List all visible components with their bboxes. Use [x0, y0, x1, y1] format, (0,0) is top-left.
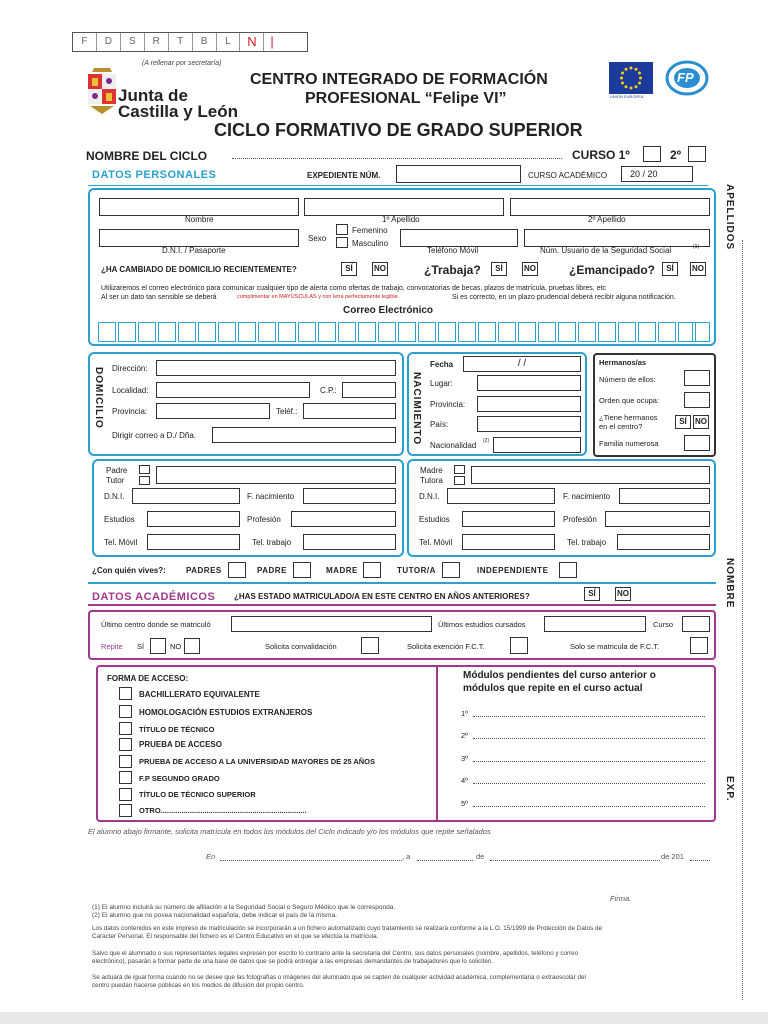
lugar-firma-field[interactable]	[220, 860, 402, 861]
en-label: En	[206, 852, 216, 861]
modulo-5-field[interactable]	[473, 806, 705, 807]
expediente-field[interactable]	[396, 165, 521, 183]
ultimo-centro-label: Último centro donde se matriculó	[101, 620, 211, 629]
side-apellidos-label: APELLIDOS	[724, 184, 735, 251]
eu-flag-icon	[609, 62, 653, 94]
q-domicilio-label: ¿HA CAMBIADO DE DOMICILIO RECIENTEMENTE?	[101, 265, 297, 274]
direccion-field[interactable]	[156, 360, 396, 376]
modulo-4-field[interactable]	[473, 783, 705, 784]
fecha-field[interactable]: / /	[463, 356, 581, 372]
code-box[interactable]: R	[145, 33, 169, 51]
vives-independiente-checkbox[interactable]	[559, 562, 577, 578]
madre-dni-label: D.N.I.	[419, 492, 440, 501]
curso-1-checkbox[interactable]	[643, 146, 661, 162]
madre-checkbox[interactable]	[454, 465, 465, 474]
page-title: CICLO FORMATIVO DE GRADO SUPERIOR	[214, 120, 583, 140]
masculino-checkbox[interactable]	[336, 237, 348, 248]
section-datos-personales: DATOS PERSONALES	[92, 169, 217, 181]
modulo-4-label: 4º	[461, 776, 468, 785]
org-name-line1: Junta de	[118, 86, 188, 105]
nombre-field[interactable]	[99, 198, 299, 216]
apellido1-label: 1º Apellido	[382, 215, 420, 224]
dni-label: D.N.I. / Pasaporte	[162, 246, 226, 255]
email-info-line2c: Si es correcto, en un plazo prudencial deberá recibir alguna notificación.	[452, 294, 676, 301]
matriculado-no[interactable]: NO	[615, 587, 631, 601]
curso-2-label: 2º	[670, 148, 682, 162]
modulo-2-field[interactable]	[473, 738, 705, 739]
provincia-field[interactable]	[156, 403, 270, 419]
nac-provincia-label: Provincia:	[430, 400, 466, 409]
code-box[interactable]: T	[169, 33, 193, 51]
trabaja-no[interactable]: NO	[522, 262, 538, 276]
vives-independiente-label: INDEPENDIENTE	[477, 566, 549, 575]
curso-2-checkbox[interactable]	[688, 146, 706, 162]
acceso-option-7-label: OTRO......................................................................	[139, 806, 307, 815]
correo-label: Correo Electrónico	[343, 305, 434, 316]
correo-field[interactable]	[98, 322, 710, 342]
center-name-line2: PROFESIONAL “Felipe VI”	[305, 90, 507, 107]
padre-trabajo-label: Tel. trabajo	[252, 538, 292, 547]
modulos-title-line1: Módulos pendientes del curso anterior o	[463, 670, 656, 681]
code-boxes	[72, 32, 308, 52]
tutora-label: Tutora	[420, 476, 443, 485]
lugar-field[interactable]	[477, 375, 581, 391]
padre-profesion-field[interactable]	[291, 511, 396, 527]
padre-dni-field[interactable]	[132, 488, 240, 504]
femenino-label: Femenino	[352, 226, 388, 235]
madre-label: Madre	[420, 466, 443, 475]
emancipado-no[interactable]: NO	[690, 262, 706, 276]
padre-profesion-label: Profesión	[247, 515, 281, 524]
modulo-2-label: 2º	[461, 731, 468, 740]
localidad-label: Localidad:	[112, 386, 149, 395]
hermanos-orden-field[interactable]	[684, 392, 710, 408]
modulo-3-field[interactable]	[473, 761, 705, 762]
modulo-3-label: 3º	[461, 754, 468, 763]
acceso-option-4-label: PRUEBA DE ACCESO A LA UNIVERSIDAD MAYORES DE 25 AÑOS	[139, 757, 376, 766]
cp-field[interactable]	[342, 382, 396, 398]
nacionalidad-field[interactable]	[493, 437, 581, 453]
note-1: (1) El alumno incluirá su número de afiliación a la Seguridad Social o Seguro Médico que le corresponda.	[92, 904, 396, 911]
matriculado-si[interactable]: SÍ	[584, 587, 600, 601]
nombre-ciclo-label: NOMBRE DEL CICLO	[86, 149, 208, 163]
vives-tutor-label: TUTOR/A	[397, 566, 436, 575]
domicilio-no[interactable]: NO	[372, 262, 388, 276]
num-ss-field[interactable]	[524, 229, 710, 247]
dirigir-label: Dirigir correo a D./ Dña.	[112, 431, 197, 440]
padre-trabajo-field[interactable]	[303, 534, 396, 550]
telefono-movil-label: Teléfono Móvil	[427, 246, 479, 255]
eu-label: UNIÓN EUROPEA	[610, 94, 644, 99]
modulos-title-line2: módulos que repite en el curso actual	[463, 683, 643, 694]
side-nombre-label: NOMBRE	[724, 558, 735, 609]
bottom-strip	[0, 1012, 768, 1024]
acceso-option-6-checkbox[interactable]	[119, 788, 132, 801]
acceso-option-5-label: F.P SEGUNDO GRADO	[139, 774, 220, 783]
madre-nombre-field[interactable]	[471, 466, 710, 484]
expediente-label: EXPEDIENTE NÚM.	[307, 171, 381, 180]
tutor-label: Tutor	[106, 476, 125, 485]
madre-movil-label: Tel. Móvil	[419, 538, 453, 547]
mes-field[interactable]	[490, 860, 660, 861]
dirigir-field[interactable]	[212, 427, 396, 443]
nac-provincia-field[interactable]	[477, 396, 581, 412]
acceso-divider	[436, 667, 438, 820]
curso-academico-label: CURSO ACADÉMICO	[528, 171, 608, 180]
acceso-option-3-checkbox[interactable]	[119, 738, 132, 751]
firma-label: Firma.	[610, 894, 632, 903]
lugar-label: Lugar:	[430, 379, 453, 388]
tutor-checkbox[interactable]	[139, 476, 150, 485]
secretary-note: (A rellenar por secretaría)	[142, 60, 222, 67]
madre-nacimiento-field[interactable]	[619, 488, 710, 504]
convalidacion-label: Solicita convalidación	[265, 642, 337, 651]
fecha-label: Fecha	[430, 360, 454, 369]
padre-dni-label: D.N.I.	[104, 492, 125, 501]
telef-field[interactable]	[303, 403, 396, 419]
vives-madre-label: MADRE	[326, 566, 358, 575]
legal-2: Carácter Personal. El responsable del fichero es el Centro Educativo en el que se efectúa la matrícula.	[92, 933, 379, 940]
hermanos-orden-label: Orden que ocupa:	[599, 396, 660, 405]
padre-movil-label: Tel. Móvil	[104, 538, 138, 547]
domicilio-si[interactable]: SÍ	[341, 262, 357, 276]
curso-label: CURSO 1º	[572, 148, 630, 162]
acceso-option-2-checkbox[interactable]	[119, 722, 132, 735]
vives-label: ¿Con quién vives?:	[92, 566, 166, 575]
ultimos-estudios-label: Últimos estudios cursados	[438, 620, 526, 629]
hermanos-centro-no[interactable]: NO	[693, 415, 709, 429]
dia-field[interactable]	[417, 860, 473, 861]
cyan-top-rule	[88, 185, 708, 186]
hermanos-numero-label: Número de ellos:	[599, 375, 656, 384]
acceso-option-5-checkbox[interactable]	[119, 771, 132, 784]
femenino-checkbox[interactable]	[336, 224, 348, 235]
legal-4: electrónico), pasarán a formar parte de una base de datos que se podrá entregar a las empresas demandantes de trabajadores que lo soliciten.	[92, 958, 494, 965]
de2-label: de 201	[661, 852, 684, 861]
curso-academico-field[interactable]: 20 / 20	[621, 166, 693, 182]
padre-estudios-field[interactable]	[147, 511, 240, 527]
padre-movil-field[interactable]	[147, 534, 240, 550]
nombre-label: Nombre	[185, 215, 214, 224]
modulo-5-label: 5º	[461, 799, 468, 808]
dni-field[interactable]	[99, 229, 299, 247]
modulo-1-label: 1º	[461, 709, 468, 718]
emancipado-si[interactable]: SÍ	[662, 262, 678, 276]
repite-no-checkbox[interactable]	[184, 638, 200, 654]
code-box[interactable]: B	[193, 33, 217, 51]
vives-tutor-checkbox[interactable]	[442, 562, 460, 578]
convalidacion-checkbox[interactable]	[361, 637, 379, 654]
fp-label: FP	[677, 70, 694, 85]
madre-dni-field[interactable]	[447, 488, 555, 504]
masculino-label: Masculino	[352, 239, 389, 248]
telef-label: Teléf.:	[276, 407, 298, 416]
de1-label: de	[476, 852, 485, 861]
curso-acad-field[interactable]	[682, 616, 710, 632]
domicilio-vertical-label: DOMICILIO	[93, 367, 104, 429]
firmante-text: El alumno abajo firmante, solicita matrícula en todos los módulos del Ciclo indicado y/o los módulos que repite señalados	[88, 827, 491, 836]
legal-6: centro puedan hacerse públicas en los medios de difusión del propio centro.	[92, 982, 305, 989]
legal-3: Salvo que el alumnado o sus representantes legales expresen por escrito lo contrario ante la secretaría del Centro, sus datos personales (nombre, apellidos, teléfono y correo	[92, 950, 579, 957]
exencion-label: Solicita exención F.C.T.	[407, 642, 485, 651]
legal-5: Se actuará de igual forma cuando no se desee que las fotografías o imágenes del alumnado que se capten de cualquier actividad académica, complementaria o extraescolar del	[92, 974, 586, 981]
localidad-field[interactable]	[156, 382, 310, 398]
sexo-label: Sexo	[308, 234, 327, 243]
vives-padre-checkbox[interactable]	[293, 562, 311, 578]
acceso-option-4-checkbox[interactable]	[119, 755, 132, 768]
section-datos-academicos: DATOS ACADÉMICOS	[92, 591, 216, 603]
padre-nombre-field[interactable]	[156, 466, 396, 484]
modulo-1-field[interactable]	[473, 716, 705, 717]
exencion-checkbox[interactable]	[510, 637, 528, 654]
direccion-label: Dirección:	[112, 364, 148, 373]
ano-field[interactable]	[690, 860, 710, 861]
solo-fct-label: Solo se matricula de F.C.T.	[570, 642, 660, 651]
code-box[interactable]: |	[270, 34, 274, 49]
acceso-option-1-label: HOMOLOGACIÓN ESTUDIOS EXTRANJEROS	[139, 708, 313, 717]
repite-si-label: SÍ	[137, 642, 145, 651]
castilla-leon-logo	[86, 68, 118, 116]
familia-numerosa-label: Familia numerosa	[599, 439, 659, 448]
madre-profesion-label: Profesión	[563, 515, 597, 524]
trabaja-si[interactable]: SÍ	[491, 262, 507, 276]
email-info-line2b: cumplimentar en MAYÚSCULAS y con letra perfectamente legible.	[237, 294, 400, 300]
apellido1-field[interactable]	[304, 198, 504, 216]
acceso-option-1-checkbox[interactable]	[119, 705, 132, 718]
acceso-option-2-label: TÍTULO DE TÉCNICO	[139, 725, 215, 734]
num-ss-note: (1)	[693, 244, 700, 250]
tutora-checkbox[interactable]	[454, 476, 465, 485]
email-info-line2a: Al ser un dato tan sensible se deberá	[101, 294, 217, 301]
hermanos-tiene-label1: ¿Tiene hermanos	[599, 413, 658, 422]
padre-checkbox[interactable]	[139, 465, 150, 474]
madre-estudios-field[interactable]	[462, 511, 555, 527]
acceso-option-0-checkbox[interactable]	[119, 687, 132, 700]
madre-movil-field[interactable]	[462, 534, 555, 550]
vives-padres-checkbox[interactable]	[228, 562, 246, 578]
pais-field[interactable]	[477, 416, 581, 432]
provincia-label: Provincia:	[112, 407, 148, 416]
nacionalidad-note: (2)	[483, 438, 490, 444]
solo-fct-checkbox[interactable]	[690, 637, 708, 654]
a-label: , a	[402, 852, 411, 861]
apellido2-field[interactable]	[510, 198, 710, 216]
org-name-line2: Castilla y León	[118, 102, 238, 121]
code-box[interactable]: L	[217, 33, 241, 51]
hermanos-tiene-label2: en el centro?	[599, 422, 643, 431]
nombre-ciclo-field[interactable]	[232, 158, 562, 159]
telefono-movil-field[interactable]	[400, 229, 518, 247]
apellido2-label: 2º Apellido	[588, 215, 626, 224]
q-trabaja-label: ¿Trabaja?	[424, 263, 481, 277]
ultimo-centro-field[interactable]	[231, 616, 432, 632]
madre-estudios-label: Estudios	[419, 515, 450, 524]
q-matriculado-label: ¿HAS ESTADO MATRICULADO/A EN ESTE CENTRO EN AÑOS ANTERIORES?	[234, 592, 530, 601]
code-box[interactable]: N	[240, 33, 264, 51]
email-info-line1: Utilizaremos el correo electrónico para comunicar cualquier tipo de alerta como ofertas de trabajo, convocatorias de becas, plazos de matrícula, pruebas libres, etc	[101, 285, 607, 292]
acceso-title: FORMA DE ACCESO:	[107, 674, 189, 683]
code-box[interactable]: S	[121, 33, 145, 51]
side-dotted-line	[742, 240, 743, 1000]
madre-trabajo-label: Tel. trabajo	[567, 538, 607, 547]
hermanos-centro-si[interactable]: SÍ	[675, 415, 691, 429]
cyan-bottom-rule	[88, 582, 716, 584]
nacimiento-vertical-label: NACIMIENTO	[411, 372, 422, 446]
vives-padre-label: PADRE	[257, 566, 287, 575]
acceso-option-0-label: BACHILLERATO EQUIVALENTE	[139, 690, 260, 699]
vives-padres-label: PADRES	[186, 566, 222, 575]
fp-logo	[664, 60, 710, 100]
legal-1: Los datos contenidos en este impreso de matriculación se incorporarán a un fichero automatizado cuyo tratamiento se realizará conforme a la L.O. 15/1999 de Protección de Datos de	[92, 925, 602, 932]
purple-rule	[88, 604, 716, 606]
cp-label: C.P.:	[320, 386, 337, 395]
note-2: (2) El alumno que no posea nacionalidad española, debe indicar el país de la misma.	[92, 912, 337, 919]
hermanos-numero-field[interactable]	[684, 370, 710, 386]
pais-label: País:	[430, 420, 449, 429]
side-exp-label: EXP.	[724, 776, 735, 802]
code-box[interactable]: F	[73, 33, 97, 51]
code-box[interactable]: D	[97, 33, 121, 51]
vives-madre-checkbox[interactable]	[363, 562, 381, 578]
padre-nacimiento-label: F. nacimiento	[247, 492, 295, 501]
repite-no-label: NO	[170, 642, 182, 651]
curso-acad-label: Curso	[653, 620, 674, 629]
padre-nacimiento-field[interactable]	[303, 488, 396, 504]
q-emancipado-label: ¿Emancipado?	[569, 263, 656, 277]
padre-label: Padre	[106, 466, 128, 475]
num-ss-label: Núm. Usuario de la Seguridad Social	[540, 246, 672, 255]
acceso-option-6-label: TÍTULO DE TÉCNICO SUPERIOR	[139, 790, 256, 799]
center-name-line1: CENTRO INTEGRADO DE FORMACIÓN	[250, 71, 548, 88]
padre-estudios-label: Estudios	[104, 515, 135, 524]
familia-numerosa-field[interactable]	[684, 435, 710, 451]
madre-trabajo-field[interactable]	[617, 534, 710, 550]
repite-label: Repite	[101, 642, 123, 651]
madre-profesion-field[interactable]	[605, 511, 710, 527]
ultimos-estudios-field[interactable]	[544, 616, 646, 632]
hermanos-title: Hermanos/as	[599, 358, 647, 367]
nacionalidad-label: Nacionalidad	[430, 441, 477, 450]
madre-nacimiento-label: F. nacimiento	[563, 492, 611, 501]
acceso-option-7-checkbox[interactable]	[119, 804, 132, 817]
repite-si-checkbox[interactable]	[150, 638, 166, 654]
acceso-option-3-label: PRUEBA DE ACCESO	[139, 740, 222, 749]
